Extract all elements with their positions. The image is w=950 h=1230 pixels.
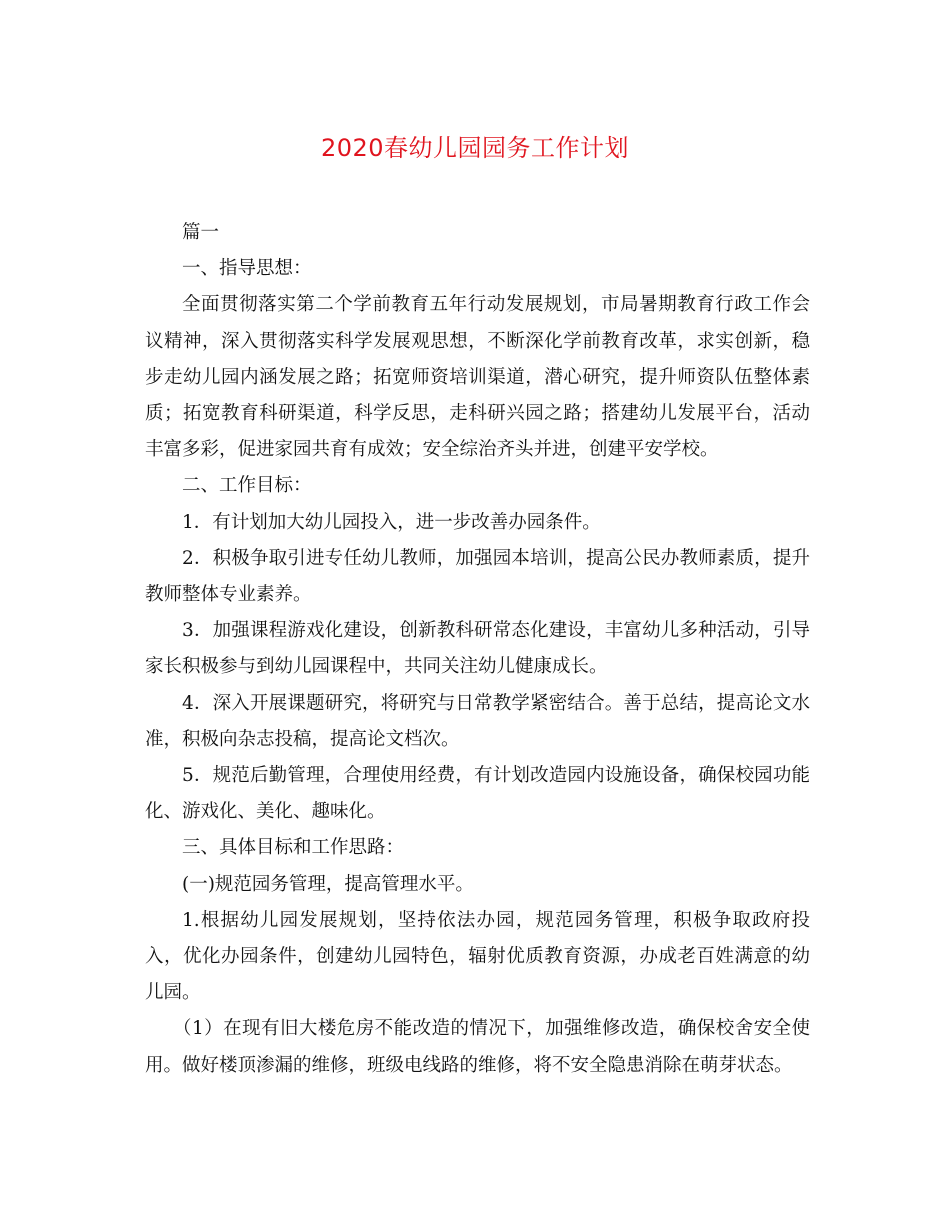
section-heading: 三、具体目标和工作思路： xyxy=(182,837,405,859)
list-item: 5．规范后勤管理，合理使用经费，有计划改造园内设施设备，确保校园功能化、游戏化、美化、趣味化。 xyxy=(145,765,810,823)
paragraph: 篇一 xyxy=(182,222,220,243)
paragraph: （1）在现有旧大楼危房不能改造的情况下，加强维修改造，确保校舍安全使用。做好楼顶渗漏的维修，班级电线路的维修，将不安全隐患消除在萌芽状态。 xyxy=(145,1018,810,1076)
list-item: 1．有计划加大幼儿园投入，进一步改善办园条件。 xyxy=(182,511,601,533)
document-title: 2020春幼儿园园务工作计划 xyxy=(320,134,630,162)
section-heading: 一、指导思想： xyxy=(182,258,312,280)
document-body xyxy=(145,215,810,1084)
list-item: 4．深入开展课题研究，将研究与日常教学紧密结合。善于总结，提高论文水准，积极向杂志投稿，提高论文档次。 xyxy=(145,692,810,750)
paragraph: 全面贯彻落实第二个学前教育五年行动发展规划，市局暑期教育行政工作会议精神，深入贯彻落实科学发展观思想，不断深化学前教育改革，求实创新，稳步走幼儿园内涵发展之路；拓宽师资培训渠道，潜心研究，提升师资队伍整体素质；拓宽教育科研渠道，科学反思，走科研兴园之路；搭建幼儿发展平台，活动丰富多彩，促进家园共育有成效；安全综治齐头并进，创建平安学校。 xyxy=(145,294,810,461)
subsection-heading: (一)规范园务管理，提高管理水平。 xyxy=(182,873,474,895)
paragraph: 1.根据幼儿园发展规划，坚持依法办园，规范园务管理，积极争取政府投入，优化办园条件，创建幼儿园特色，辐射优质教育资源，办成老百姓满意的幼儿园。 xyxy=(145,909,810,1004)
section-heading: 二、工作目标： xyxy=(182,475,312,497)
list-item: 2．积极争取引进专任幼儿教师，加强园本培训，提高公民办教师素质，提升教师整体专业素养。 xyxy=(145,547,810,606)
list-item: 3．加强课程游戏化建设，创新教科研常态化建设，丰富幼儿多种活动，引导家长积极参与到幼儿园课程中，共同关注幼儿健康成长。 xyxy=(145,620,810,678)
